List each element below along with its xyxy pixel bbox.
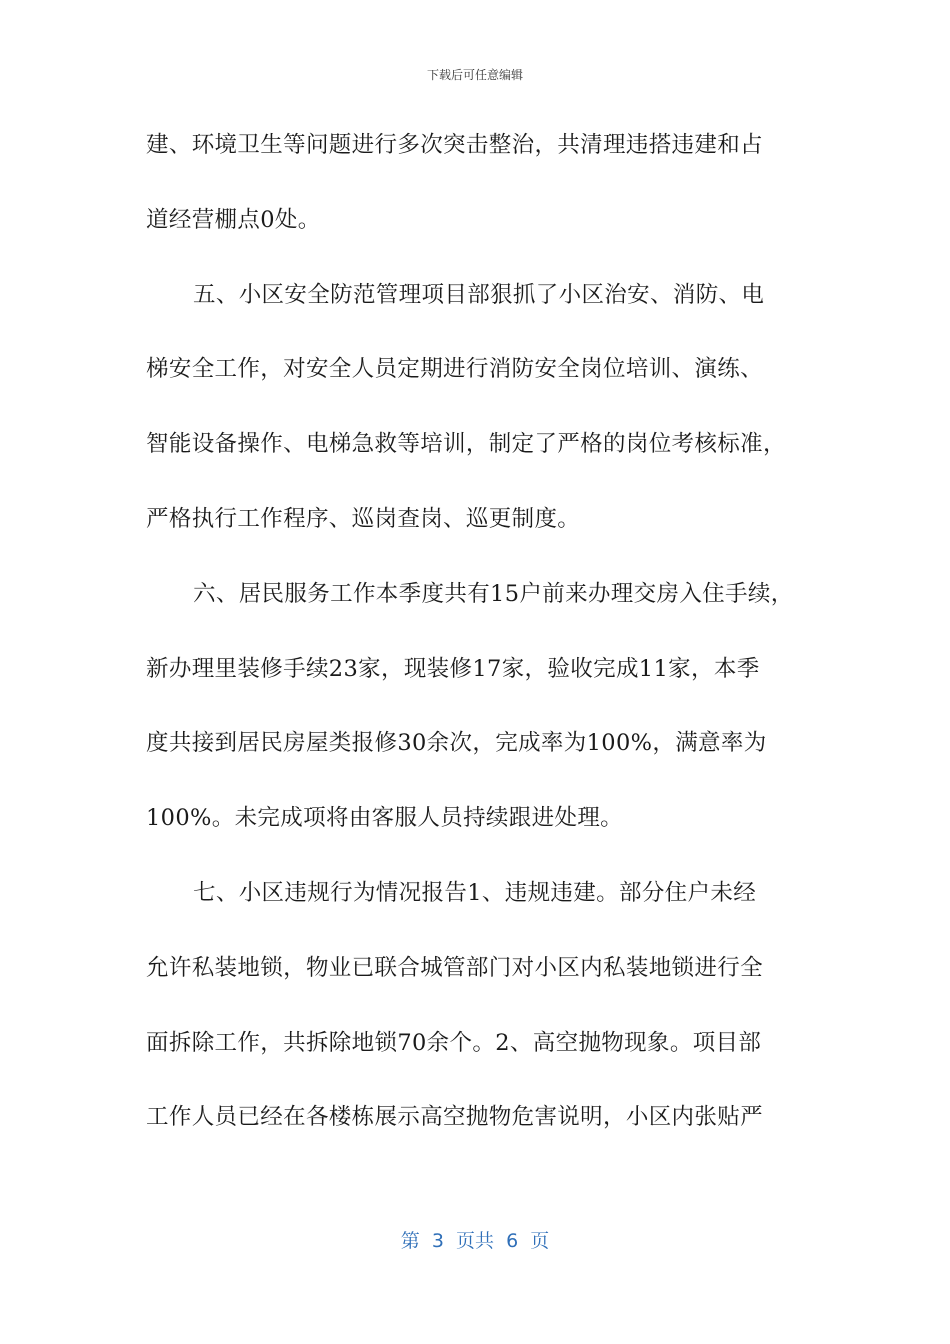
- text-line: 梯安全工作，对安全人员定期进行消防安全岗位培训、演练、: [146, 356, 763, 383]
- paragraph-first-line: 六、居民服务工作本季度共有15户前来办理交房入住手续，: [193, 580, 794, 607]
- text-line: 允许私装地锁，物业已联合城管部门对小区内私装地锁进行全: [146, 954, 763, 981]
- text-line: 面拆除工作，共拆除地锁70余个。2、高空抛物现象。项目部: [146, 1029, 762, 1056]
- text-line: 建、环境卫生等问题进行多次突击整治，共清理违搭违建和占: [146, 132, 763, 158]
- text-line: 100%。未完成项将由客服人员持续跟进处理。: [146, 805, 624, 832]
- text-line: 严格执行工作程序、巡岗查岗、巡更制度。: [146, 505, 581, 532]
- paragraph-first-line: 五、小区安全防范管理项目部狠抓了小区治安、消防、电: [193, 281, 765, 308]
- page-number-footer: 第 3 页共 6 页: [400, 1230, 550, 1252]
- text-line: 度共接到居民房屋类报修30余次，完成率为100%，满意率为: [146, 730, 767, 757]
- paragraph-first-line: 七、小区违规行为情况报告1、违规违建。部分住户未经: [193, 879, 757, 906]
- text-line: 智能设备操作、电梯急救等培训，制定了严格的岗位考核标准，: [146, 431, 786, 458]
- document-body: [146, 120, 816, 1167]
- text-line: 新办理里装修手续23家，现装修17家，验收完成11家，本季: [146, 655, 760, 682]
- page-header: 下载后可任意编辑: [426, 68, 523, 82]
- text-line: 工作人员已经在各楼栋展示高空抛物危害说明，小区内张贴严: [146, 1104, 763, 1131]
- text-line: 道经营棚点0处。: [146, 206, 321, 233]
